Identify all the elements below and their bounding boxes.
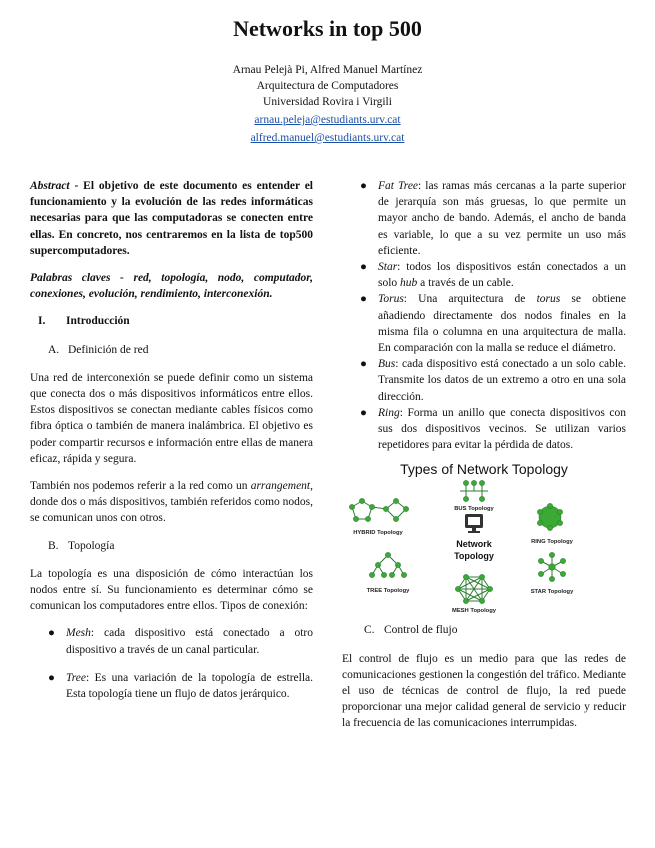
subsection-letter: C.: [364, 624, 375, 637]
text-run: : Forma un anillo que conecta dispositivos con sus dos dispositivos vecinos. Se utilizan varios repetidores para evitar la pérdida de datos.: [378, 406, 626, 452]
mesh-topology-icon: [455, 575, 492, 604]
list-item-bus: [342, 356, 626, 405]
subsection-heading-topologia: [48, 538, 313, 554]
text-run: : cada dispositivo está conectado a un solo cable. Transmite los datos de un extremo a otro en una sola dirección.: [378, 358, 626, 403]
author-university: Universidad Rovira i Virgili: [263, 96, 392, 108]
emphasis-torus: torus: [536, 293, 561, 306]
paper-title: Networks in top 500: [233, 16, 422, 41]
left-column: [30, 178, 313, 714]
bullet-icon: ●: [48, 627, 55, 640]
text-run: se obtiene añadiendo directamente dos nodos finales en la misma fila o columna en una arquitectura de malla. En comparación con la malla se reduce el diámetro.: [378, 293, 626, 355]
hybrid-topology-icon: [349, 499, 408, 522]
subsection-title: Control de flujo: [384, 624, 458, 637]
network-topology-figure: [342, 459, 626, 614]
term-fat-tree: Fat Tree: [378, 180, 419, 192]
section-number: I.: [38, 315, 46, 328]
section-heading-introduccion: [38, 313, 313, 329]
list-item-ring: [342, 405, 626, 454]
tree-topology-icon: [369, 553, 406, 578]
term-ring: Ring: [378, 406, 400, 419]
emphasis-hub: hub: [400, 277, 418, 290]
email-link-1[interactable]: arnau.peleja@estudiants.urv.cat: [254, 114, 401, 126]
bullet-icon: ●: [360, 261, 367, 274]
subsection-title: Topología: [68, 539, 115, 552]
paragraph-definition: Una red de interconexión se puede definir como un sistema que conecta dos o más dispositivos informáticos entre ellos. Estos dispositivos se conectan mediante cables físicos como fibra óptica o también de manera inalámbrica. El objetivo es poder compartir recursos e información entre ellas de manera eficaz, rápida y segura.: [30, 371, 313, 465]
mesh-topology-label: MESH Topology: [451, 608, 497, 615]
bus-topology-icon: [460, 481, 488, 502]
subsection-letter: B.: [48, 539, 59, 552]
paragraph-topology: La topología es una disposición de cómo interactúan los nodos entre sí. Su funcionamiento es determinar cómo se comunican los computadores entre ellos. Tipos de conexión:: [30, 567, 313, 613]
bullet-icon: ●: [360, 180, 367, 192]
term-tree: Tree: [66, 671, 87, 684]
list-item-torus: [342, 291, 626, 356]
topology-list-left: [30, 625, 313, 702]
ring-topology-icon: [537, 504, 562, 531]
text-run: a través de un cable.: [417, 277, 514, 290]
abstract: [30, 178, 313, 259]
emphasis-arrangement: arrangement: [250, 480, 311, 493]
bus-topology-label: BUS Topology: [454, 506, 494, 513]
bullet-icon: ●: [48, 671, 55, 684]
tree-topology-label: TREE Topology: [366, 588, 410, 595]
subsection-heading-definicion: [48, 342, 313, 358]
text-run: , donde dos o más dispositivos, también referidos como nodos, se comunican unos con otros.: [30, 480, 313, 525]
text-run: : Es una variación de la topología de estrella. Esta topología tiene un flujo de datos jerárquico.: [66, 671, 313, 701]
list-item-fat-tree: [342, 178, 626, 259]
paragraph-arrangement: [30, 478, 313, 527]
list-item-mesh: [30, 625, 313, 657]
text-run: : cada dispositivo está conectado a otro dispositivo a través de un canal particular.: [66, 627, 313, 656]
email-link-2[interactable]: alfred.manuel@estudiants.urv.cat: [250, 132, 405, 144]
star-topology-icon: [538, 553, 565, 582]
term-bus: Bus: [378, 358, 396, 371]
abstract-label: Abstract: [30, 180, 70, 192]
section-title: Introducción: [66, 315, 130, 328]
author-names: Arnau Pelejà Pi, Alfred Manuel Martínez: [232, 64, 423, 76]
bullet-icon: ●: [360, 406, 367, 419]
list-item-tree: [30, 670, 313, 702]
text-run: : Una arquitectura de: [403, 293, 537, 306]
figure-title: Types of Network Topology: [400, 461, 568, 478]
subsection-title: Definición de red: [68, 343, 149, 356]
bullet-icon: ●: [360, 293, 367, 306]
topology-list-right: [342, 178, 626, 453]
term-mesh: Mesh: [66, 627, 91, 640]
list-item-star: [342, 259, 626, 291]
text-run: : las ramas más cercanas a la parte superior de jerarquía son más gruesas, lo que permite un mayor ancho de bando. Además, el ancho de banda es variable, lo que a su vez permite un uso más eficiente.: [378, 180, 626, 257]
topology-diagram: [342, 459, 626, 614]
computer-monitor-icon: [465, 514, 483, 533]
keywords: Palabras claves - red, topología, nodo, computador, conexiones, evolución, rendimiento, interconexión.: [30, 272, 313, 301]
term-star: Star: [378, 261, 398, 274]
ring-topology-label: RING Topology: [531, 539, 573, 546]
right-column: [342, 178, 626, 743]
subsection-heading-control-flujo: [364, 622, 626, 638]
author-department: Arquitectura de Computadores: [256, 80, 399, 92]
hybrid-topology-label: HYBRID Topology: [353, 530, 403, 537]
text-run: : todos los dispositivos están conectados a un solo: [378, 261, 626, 290]
center-label-network: Network: [456, 539, 492, 550]
abstract-text: - El objetivo de este documento es entender el funcionamiento y la evolución de las redes informáticas necesarias para que las computadoras se conecten entre ellas. En concreto, nos centraremos en la lista de top500 supercomputadores.: [30, 180, 313, 257]
subsection-letter: A.: [48, 343, 60, 356]
star-topology-label: STAR Topology: [530, 589, 574, 596]
bullet-icon: ●: [360, 358, 367, 371]
term-torus: Torus: [378, 293, 404, 306]
text-run: También nos podemos referir a la red como un: [30, 480, 251, 493]
paragraph-flow-control: El control de flujo es un medio para que las redes de comunicaciones gestionen la congestión del tráfico. Mediante el uso de técnicas de control de flujo, la red puede proporcionar una mejor calidad general de servicio y reducir la frecuencia de las comunicaciones interrumpidas.: [342, 652, 626, 730]
center-label-topology: Topology: [454, 551, 494, 562]
